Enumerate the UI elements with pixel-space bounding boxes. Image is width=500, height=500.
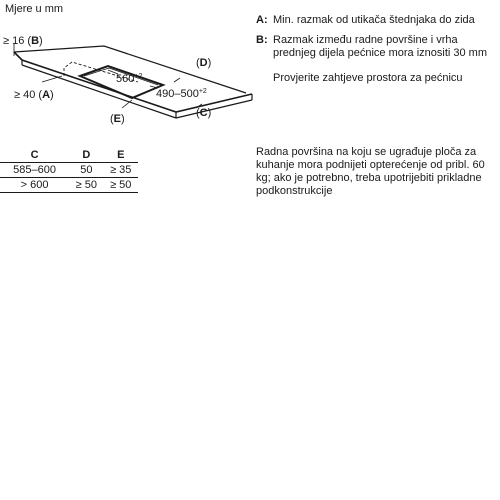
dim-c-label: (C) [196,107,212,119]
units-label: Mjere u mm [5,3,64,15]
clearance-table [0,148,138,193]
dim-depth-label: $490-500^{+2}$ [156,88,207,100]
note-key: B: [256,34,268,46]
dim-width-label: $560^{+2}$ [116,73,143,85]
note-b [256,34,496,60]
table-cell: 50 [69,163,103,178]
table-cell: > 600 [0,178,69,193]
note-a [256,14,496,27]
col-header-d: D [69,148,103,163]
table-cell: ≥ 50 [69,178,103,193]
note-text: Razmak između radne površine i vrha prednjeg dijela pećnice mora iznositi 30 mm [273,34,487,59]
col-header-e: E [104,148,138,163]
dim-d-label: (D) [196,57,212,69]
note-key: A: [256,14,268,26]
table-cell: ≥ 35 [104,163,138,178]
dim-a-label: ≥ 40 (A) [14,89,54,101]
table-row [0,163,138,178]
col-header-c: C [0,148,69,163]
cutout-diagram [0,18,260,128]
table-cell: ≥ 50 [104,178,138,193]
legend-notes [256,14,496,85]
oven-requirement-note: Provjerite zahtjeve prostora za pećnicu [273,72,463,84]
load-bearing-note: Radna površina na koju se ugrađuje ploča za kuhanje mora podnijeti opterećenje od pribl. 60 kg; ako je potrebno, treba upotrijebiti prikladne podkonstrukcije [256,146,485,197]
dim-b-label: ≥ 16 (B) [3,35,43,47]
dim-e-label: (E) [110,113,125,125]
table-cell: 585–600 [0,163,69,178]
table-row [0,178,138,193]
note-text: Min. razmak od utikača štednjaka do zida [273,14,475,26]
